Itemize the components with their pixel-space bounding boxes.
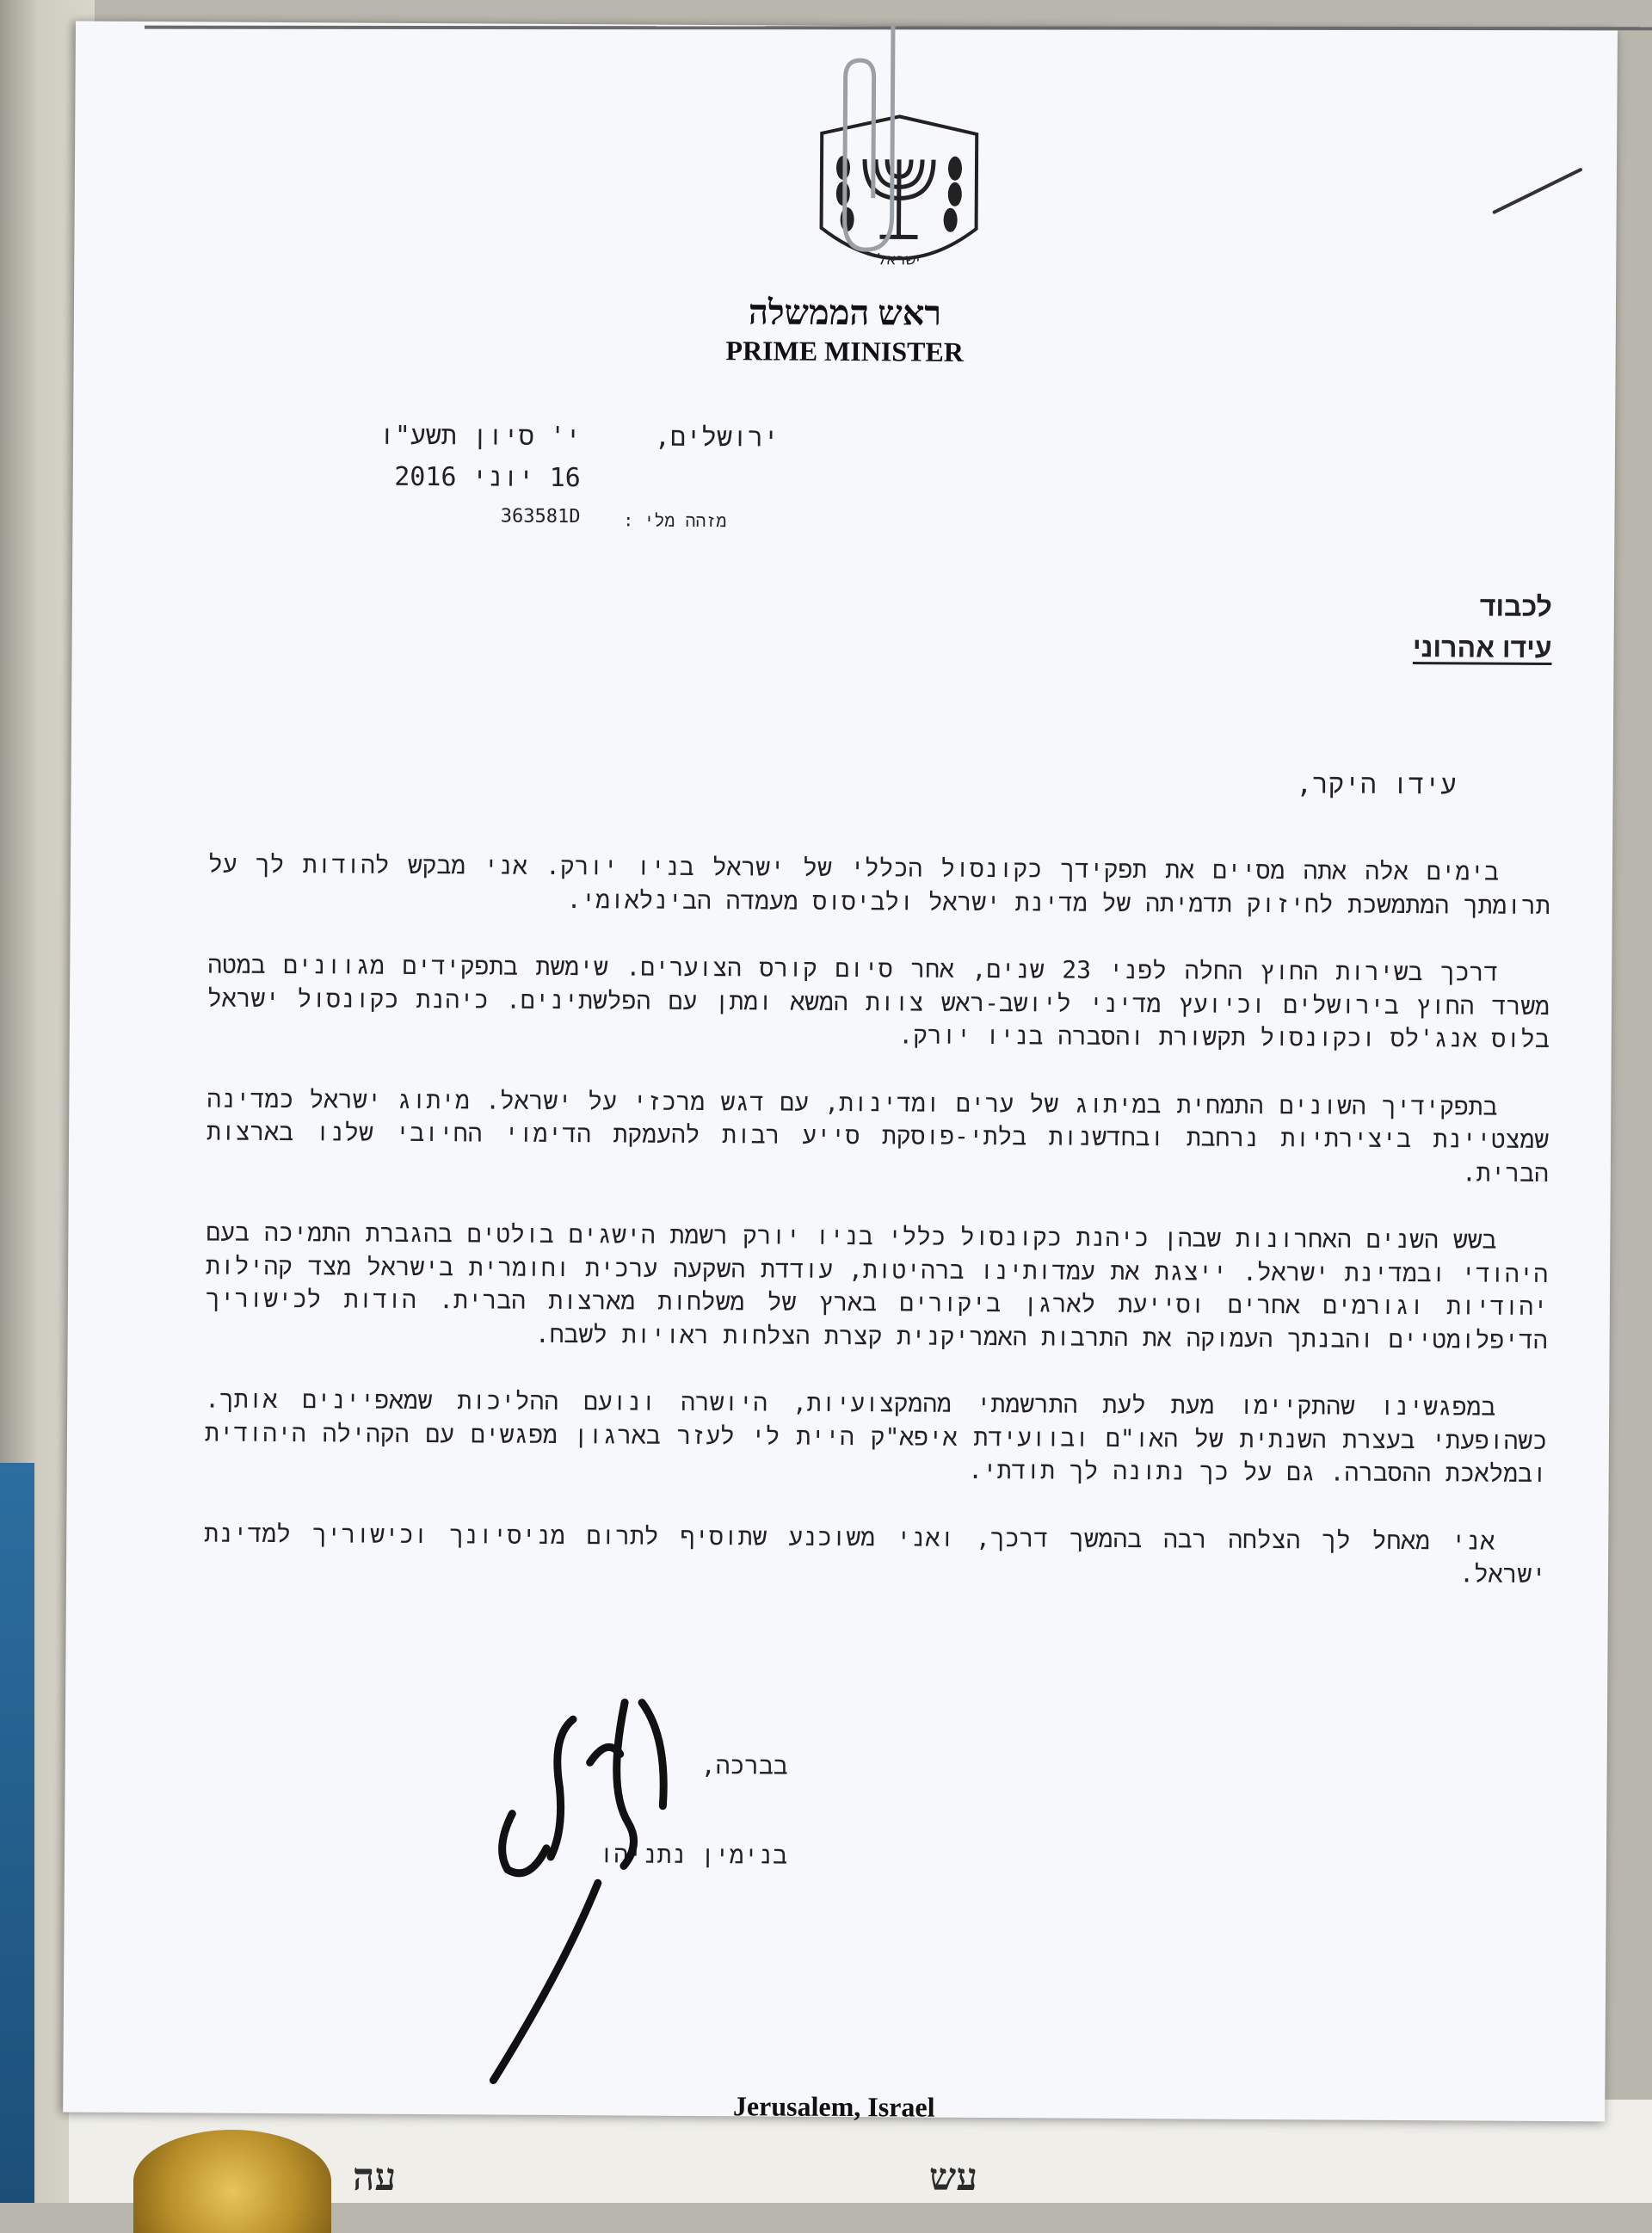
hebrew-date: י' סיון תשע"ו (323, 420, 581, 453)
closing: בברכה, (513, 1750, 788, 1782)
body-paragraph: בשש השנים האחרונות שבהן כיהנת כקונסול כללי בניו יורק רשמת הישגים בולטים בהגברת התמיכה בעם היהודי ובמדינת ישראל. ייצגת את עמדותינו ברהיטות, עודדת השקעה ערכית וחומרית בישראל מצד קהילות יהודיות וגורמים אחרים וסייעת לארגן ביקורים בארץ של משלחות מארצות הברית. הודות לכישוריך הדיפלומטיים והבנתך העמוקה את התרבות האמריקנית קצרת הצלחות ראויות לשבח. (206, 1216, 1549, 1357)
handwritten-signature (476, 1684, 771, 2090)
salutation: עידו היקר, (1018, 767, 1457, 802)
letterhead-title-english: PRIME MINISTER (74, 331, 1616, 373)
letter-city: ירושלים, (555, 422, 779, 455)
signer-name: בנימין נתניהו (469, 1839, 787, 1871)
letter-footer: Jerusalem, Israel (63, 2086, 1605, 2127)
gold-seal (133, 2130, 331, 2233)
recipient-name-line (1104, 630, 1551, 664)
letterhead-title-hebrew: ראש הממשלה (74, 288, 1616, 338)
reference-label: מזהה מלי : (520, 509, 726, 533)
body-paragraph: בימים אלה אתה מסיים את תפקידך כקונסול הכללי של ישראל בניו יורק. אני מבקש להודות לך על תרומתך המתמשכת לחיזוק תדמיתה של מדינת ישראל ולביסוס מעמדה הבינלאומי. (208, 848, 1550, 922)
pen-stroke-mark (1486, 159, 1589, 220)
body-paragraph: במפגשינו שהתקיימו מעת לעת התרשמתי מהמקצועיות, היושרה ונועם ההליכות שמאפיינים אותך. כשהופעתי בעצרת השנתית של האו"ם ובוועידת איפא"ק היית לי לעזר בארגון מפגשים עם הקהילה היהודית ובמלאכת ההסברה. גם על כך נתונה לך תודתי. (205, 1383, 1548, 1490)
reference-value: 363581D (408, 505, 580, 527)
letter-body (204, 848, 1550, 1625)
body-paragraph: דרכך בשירות החוץ החלה לפני 23 שנים, אחר סיום קורס הצוערים. שימשת בתפקידים מגוונים במטה משרד החוץ בירושלים וכיועץ מדיני ליושב-ראש צוות המשא ומתן עם הפלשתינים. כיהנת כקונסול ישראל בלוס אנג'לס וכקונסול תקשורת והסברה בניו יורק. (207, 948, 1550, 1056)
body-paragraph: אני מאחל לך הצלחה רבה בהמשך דרכך, ואני משוכנע שתוסיף לתרום מניסיונך וכישוריך למדינת ישראל. (204, 1517, 1546, 1592)
underlying-text-right: עש (929, 2156, 977, 2199)
letter-page (63, 22, 1618, 2122)
blue-folder-edge (0, 1463, 34, 2203)
body-paragraph: בתפקידיך השונים התמחית במיתוג של ערים ומדינות, עם דגש מרכזי על ישראל. מיתוג ישראל כמדינה שמצטיינת ביצירתיות נרחבת ובחדשנות בלתי-פוסקת סייע רבות להעמקת הדימוי החיובי שלנו בארצות הברית. (206, 1083, 1550, 1190)
emblem-text: ישראל (878, 250, 920, 268)
recipient-name: עידו אהרוני (1413, 632, 1552, 663)
recipient-honorific: לכבוד (1105, 589, 1552, 623)
underlying-text-left: עה (353, 2156, 396, 2199)
gregorian-date: 16 יוני 2016 (323, 461, 581, 495)
paper-clip-icon (814, 26, 936, 285)
